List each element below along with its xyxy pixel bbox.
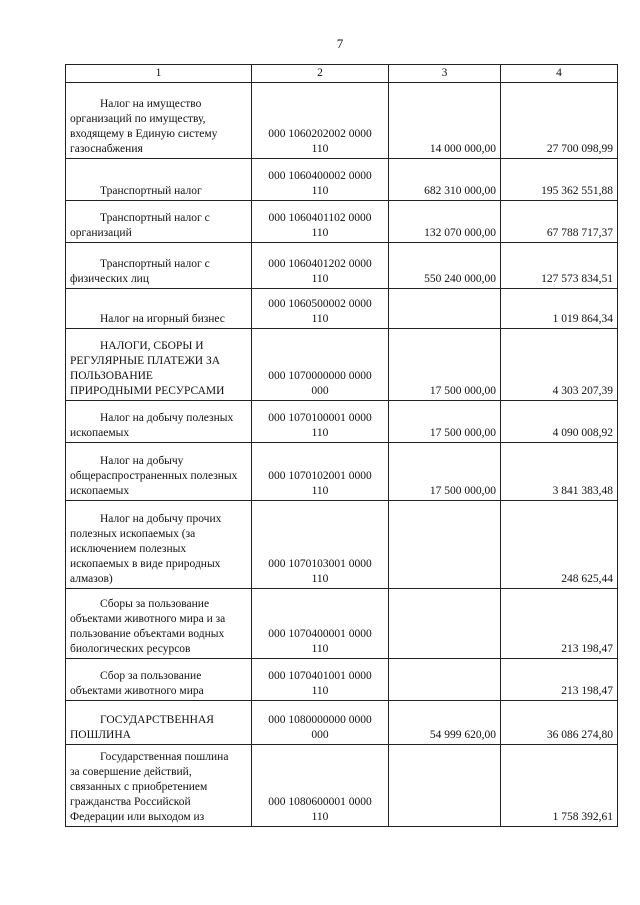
row-name-cell [66,659,252,701]
table-row [66,159,618,201]
row-name-line: Налог на добычу полезных [100,412,234,424]
row-actual-value: 1 758 392,61 [501,745,618,827]
table-row [66,589,618,659]
row-code-cell [252,589,389,659]
table-row [66,401,618,443]
row-plan-value: 17 500 000,00 [389,329,501,401]
row-code-line: 110 [311,185,329,197]
row-name-line: Сборы за пользование [100,598,210,610]
row-plan-value [389,659,501,701]
row-plan-value: 132 070 000,00 [389,201,501,243]
row-actual-value: 248 625,44 [501,501,618,589]
row-actual-value: 4 303 207,39 [501,329,618,401]
row-code-cell [252,243,389,289]
row-code-cell [252,701,389,745]
table-header-row [66,65,618,83]
row-name-cell [66,289,252,329]
row-name-cell [66,83,252,159]
header-col-2: 2 [252,65,389,83]
row-code-cell [252,401,389,443]
row-code-line: 110 [311,485,329,497]
row-plan-value: 550 240 000,00 [389,243,501,289]
row-name-cell [66,443,252,501]
row-name-line: физических лиц [70,273,149,285]
table-row [66,329,618,401]
row-plan-value: 14 000 000,00 [389,83,501,159]
row-plan-value: 682 310 000,00 [389,159,501,201]
row-code-line: 000 1070102001 0000 [268,470,372,482]
row-name-line: объектами животного мира и за [70,613,226,625]
row-name-line: Транспортный налог с [100,212,210,224]
row-code-line: 000 1080600001 0000 [268,796,372,808]
row-code-line: 000 1070401001 0000 [268,670,372,682]
row-name-line: Транспортный налог с [100,258,210,270]
row-code-line: 110 [311,685,329,697]
table-row [66,83,618,159]
row-name-line: общераспространенных полезных [70,470,238,482]
header-col-4: 4 [501,65,618,83]
row-actual-value: 27 700 098,99 [501,83,618,159]
row-name-line: Государственная пошлина [100,751,229,763]
row-code-line: 110 [311,273,329,285]
header-col-1: 1 [66,65,252,83]
row-name-line: организаций [70,227,132,239]
row-code-line: 000 1070103001 0000 [268,558,372,570]
row-code-line: 000 1060400002 0000 [268,170,372,182]
row-name-line: газоснабжения [70,143,143,155]
table-row [66,701,618,745]
row-actual-value: 4 090 008,92 [501,401,618,443]
row-plan-value [389,745,501,827]
row-name-cell [66,501,252,589]
row-code-line: 110 [311,427,329,439]
row-name-line: НАЛОГИ, СБОРЫ И [100,340,204,352]
row-name-line: ПРИРОДНЫМИ РЕСУРСАМИ [70,385,225,397]
row-plan-value [389,589,501,659]
row-name-line: гражданства Российской [70,796,191,808]
row-name-line: ископаемых [70,485,130,497]
row-name-line: ПОШЛИНА [70,729,131,741]
row-code-cell [252,201,389,243]
row-name-line: ископаемых в виде природных [70,558,221,570]
row-code-line: 110 [311,573,329,585]
row-name-line: Налог на имущество [100,98,202,110]
row-code-cell [252,159,389,201]
row-actual-value: 36 086 274,80 [501,701,618,745]
row-code-line: 000 1060401202 0000 [268,258,372,270]
row-actual-value: 213 198,47 [501,589,618,659]
row-name-line: за совершение действий, [70,766,192,778]
row-name-line: пользование объектами водных [70,628,225,640]
table-row [66,201,618,243]
table-row [66,745,618,827]
table-row [66,501,618,589]
row-name-line: Налог на добычу прочих [100,513,222,525]
row-name-cell [66,201,252,243]
row-code-line: 110 [311,811,329,823]
row-name-line: РЕГУЛЯРНЫЕ ПЛАТЕЖИ ЗА [70,355,221,367]
row-actual-value: 67 788 717,37 [501,201,618,243]
row-plan-value: 17 500 000,00 [389,443,501,501]
table-row [66,289,618,329]
table-row [66,659,618,701]
row-code-line: 000 [311,385,329,397]
budget-table [65,64,618,827]
row-name-cell [66,159,252,201]
row-code-line: 000 1060401102 0000 [268,212,372,224]
table-row [66,243,618,289]
row-name-line: Транспортный налог [100,185,202,197]
row-name-line: Сбор за пользование [100,670,202,682]
row-name-line: биологических ресурсов [70,643,191,655]
row-name-cell [66,243,252,289]
row-name-cell [66,589,252,659]
row-code-line: 000 1070000000 0000 [268,370,372,382]
row-actual-value: 3 841 383,48 [501,443,618,501]
row-name-line: ГОСУДАРСТВЕННАЯ [100,714,214,726]
row-name-line: алмазов) [70,573,113,585]
row-code-line: 110 [311,643,329,655]
row-code-line: 110 [311,143,329,155]
row-actual-value: 195 362 551,88 [501,159,618,201]
row-code-cell [252,329,389,401]
row-plan-value [389,289,501,329]
row-code-line: 000 [311,729,329,741]
row-code-cell [252,289,389,329]
row-code-cell [252,659,389,701]
row-name-cell [66,401,252,443]
row-code-line: 110 [311,227,329,239]
budget-table-body [66,65,618,827]
header-col-3: 3 [389,65,501,83]
row-name-cell [66,745,252,827]
row-code-line: 000 1060202002 0000 [268,128,372,140]
row-code-line: 000 1070100001 0000 [268,412,372,424]
row-name-line: Налог на добычу [100,455,184,467]
row-name-line: связанных с приобретением [70,781,208,793]
row-code-cell [252,83,389,159]
page-number: 7 [336,36,344,51]
row-code-cell [252,501,389,589]
row-code-cell [252,745,389,827]
row-name-line: входящему в Единую систему [70,128,218,140]
row-name-cell [66,701,252,745]
row-code-line: 000 1060500002 0000 [268,298,372,310]
row-code-line: 110 [311,313,329,325]
row-code-line: 000 1080000000 0000 [268,714,372,726]
row-plan-value: 17 500 000,00 [389,401,501,443]
row-name-line: исключением полезных [70,543,187,555]
row-plan-value [389,501,501,589]
row-name-line: объектами животного мира [70,685,204,697]
row-code-cell [252,443,389,501]
row-name-line: полезных ископаемых (за [70,528,196,540]
row-name-line: Федерации или выходом из [70,811,205,823]
table-row [66,443,618,501]
row-plan-value: 54 999 620,00 [389,701,501,745]
row-name-line: организаций по имуществу, [70,113,206,125]
row-actual-value: 213 198,47 [501,659,618,701]
row-name-line: ПОЛЬЗОВАНИЕ [70,370,153,382]
row-name-line: ископаемых [70,427,130,439]
row-actual-value: 127 573 834,51 [501,243,618,289]
row-name-cell [66,329,252,401]
row-name-line: Налог на игорный бизнес [100,313,225,325]
row-actual-value: 1 019 864,34 [501,289,618,329]
row-code-line: 000 1070400001 0000 [268,628,372,640]
